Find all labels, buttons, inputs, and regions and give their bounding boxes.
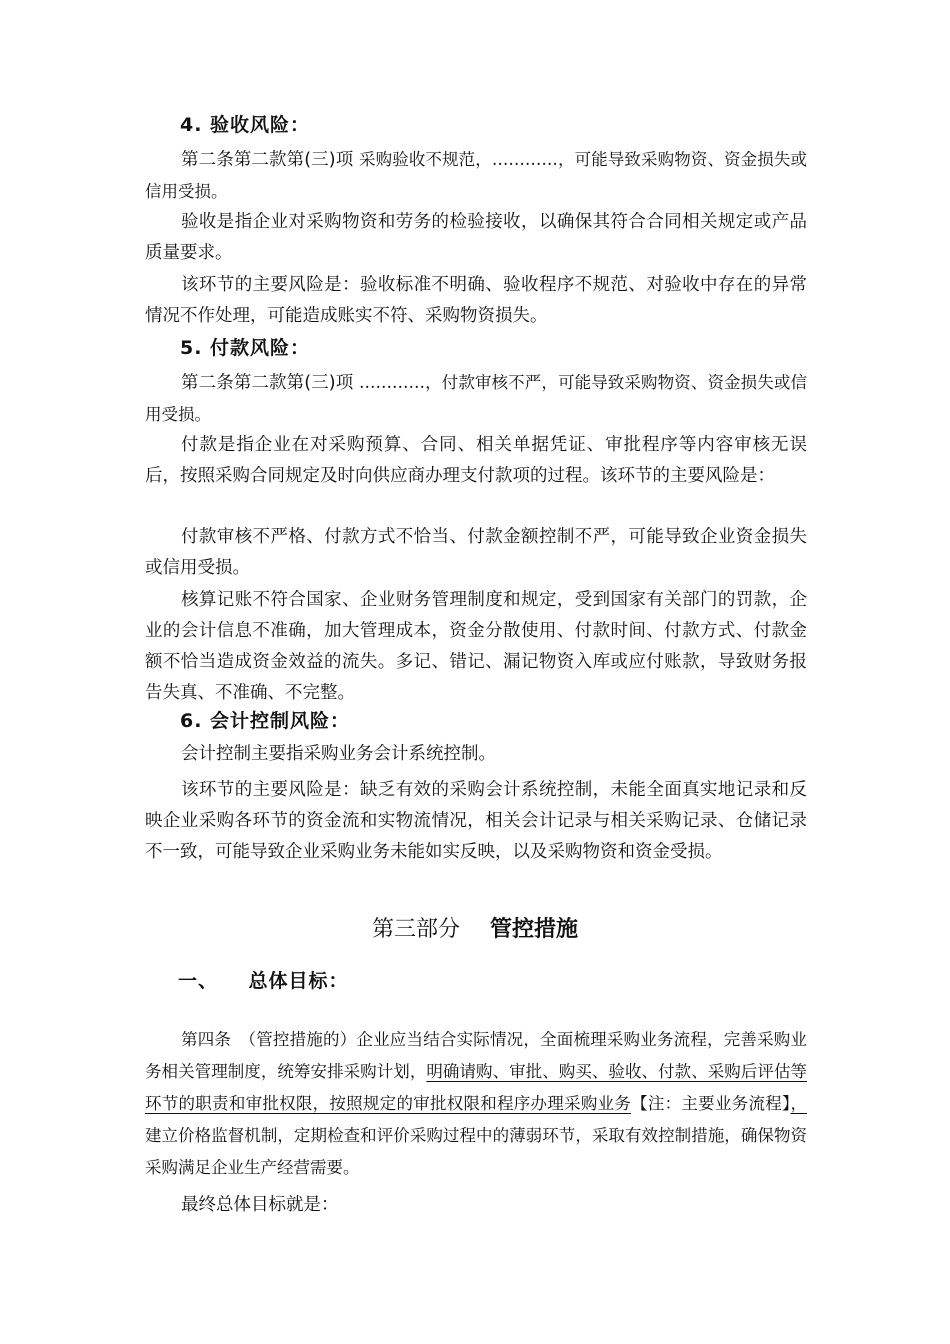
section-6-definition: 会计控制主要指采购业务会计系统控制。 — [181, 744, 496, 764]
clause-reference: 第二条第二款第(三)项 — [181, 150, 354, 170]
section-4-risk: 该环节的主要风险是：验收标准不明确、验收程序不规范、对验收中存在的异常情况不作处理，可能造成账实不符、采购物资损失。 — [145, 275, 807, 326]
article-4-text-b: 建立价格监督机制，定期检查和评价采购过程中的薄弱环节，采取有效控制措施，确保物资采购满足企业生产经营需要。 — [145, 1126, 807, 1177]
article-4 — [145, 1024, 807, 1184]
section-4-clause — [145, 144, 807, 208]
article-4-underlined: 明确请购、审批、购买、验收、付款、采购后评估等环节的职责和审批权限，按照规定的审批权限和程序办理采购业务 — [145, 1062, 808, 1113]
final-goal-intro: 最终总体目标就是： — [181, 1195, 339, 1215]
article-4-comma: ， — [790, 1094, 808, 1113]
section-5-risk-2: 核算记账不符合国家、企业财务管理制度和规定，受到国家有关部门的罚款，企业的会计信息不准确，加大管理成本，资金分散使用、付款时间、付款方式、付款金额不恰当造成资金效益的流失。多记、错记、漏记物资入库或应付账款，导致财务报告失真、不准确、不完整。 — [145, 590, 807, 703]
section-4-definition: 验收是指企业对采购物资和劳务的检验接收，以确保其符合合同相关规定或产品质量要求。 — [145, 212, 807, 263]
overall-goal-heading: 一、 总体目标： — [178, 970, 349, 992]
clause-text: …………，付款审核不严，可能导致采购物资、资金损失或信用受损。 — [145, 373, 807, 424]
part-3-title-number: 第三部分 — [371, 917, 460, 942]
section-5-definition: 付款是指企业在对采购预算、合同、相关单据凭证、审批程序等内容审核无误后，按照采购合同规定及时向供应商办理支付款项的过程。该环节的主要风险是： — [145, 435, 807, 486]
clause-reference: 第二条第二款第(三)项 — [181, 373, 354, 393]
section-5-clause — [145, 367, 807, 431]
section-6-risk: 该环节的主要风险是：缺乏有效的采购会计系统控制，未能全面真实地记录和反映企业采购各环节的资金流和实物流情况，相关会计记录与相关采购记录、仓储记录不一致，可能导致企业采购业务未能如实反映，以及采购物资和资金受损。 — [145, 780, 807, 862]
article-4-note: 【注：主要业务流程】 — [631, 1094, 791, 1113]
part-3-title — [0, 912, 950, 943]
clause-text: 采购验收不规范，…………，可能导致采购物资、资金损失或信用受损。 — [145, 150, 807, 201]
section-5-risk-1: 付款审核不严格、付款方式不恰当、付款金额控制不严，可能导致企业资金损失或信用受损。 — [145, 527, 807, 578]
section-6-heading: 6. 会计控制风险： — [180, 710, 351, 732]
part-3-title-text: 管控措施 — [490, 917, 579, 942]
section-4-heading: 4. 验收风险： — [180, 114, 311, 136]
section-5-heading: 5. 付款风险： — [180, 337, 311, 359]
article-4-text-a: 第四条 （管控措施的）企业应当结合实际情况，全面梳理采购业务流程，完善采购业务相关管理制度，统筹安排采购计划， — [145, 1030, 807, 1081]
